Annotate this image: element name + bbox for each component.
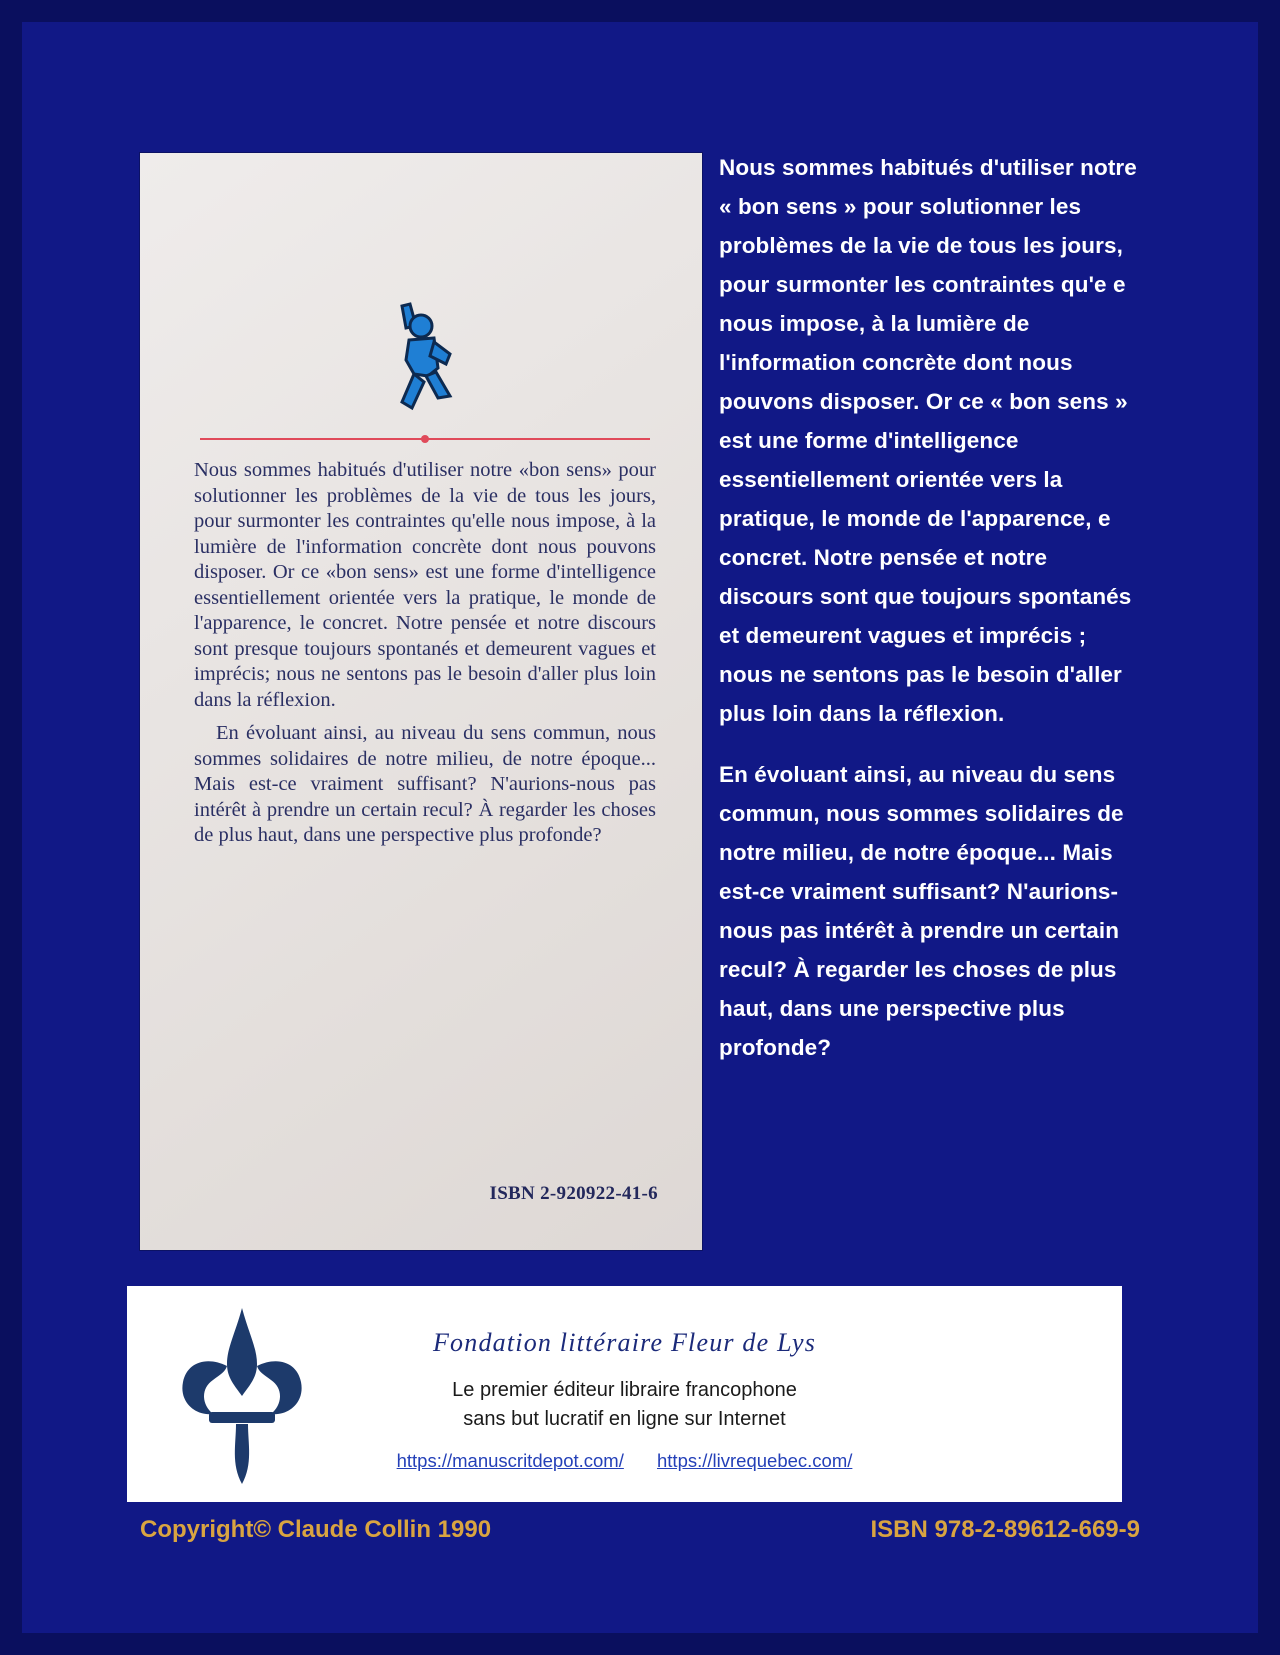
red-dot (421, 435, 429, 443)
publisher-name: Fondation littéraire Fleur de Lys (432, 1328, 817, 1357)
publisher-card (127, 1286, 1122, 1502)
footer-isbn: ISBN 978-2-89612-669-9 (870, 1516, 1140, 1543)
dancing-figure-icon (376, 298, 462, 423)
publisher-tagline-line-2: sans but lucratif en ligne sur Internet (463, 1408, 786, 1430)
transcription-paragraph: Nous sommes habitués d'utiliser notre « bon sens » pour solutionner les problèmes de la vie de tous les jours, pour surmonter les contraintes qu'e e nous impose, à la lumière de l'information concrète dont nous pouvons disposer. Or ce « bon sens » est une forme d'intelligence essentiellement orientée vers la pratique, le monde de l'apparence, e concret. Notre pensée et notre discours sont que toujours spontanés et demeurent vagues et imprécis ; nous ne sentons pas le besoin d'aller plus loin dans la réflexion. (719, 155, 1137, 726)
scan-paragraph: Nous sommes habitués d'utiliser notre «bon sens» pour solutionner les problèmes de la vie de tous les jours, pour surmonter les contraintes qu'elle nous impose, à la lumière de l'information concrète dont nous pouvons disposer. Or ce «bon sens» est une forme d'intelligence essentiellement orientée vers la pratique, le monde de l'apparence, le concret. Notre pensée et notre discours sont presque toujours spontanés et demeurent vagues et imprécis; nous ne sentons pas le besoin d'aller plus loin dans la réflexion. (194, 459, 656, 711)
scan-isbn: ISBN 2-920922-41-6 (489, 1183, 658, 1204)
transcription-text (719, 148, 1139, 1089)
scan-body-text (194, 458, 656, 857)
scan-paragraph: En évoluant ainsi, au niveau du sens commun, nous sommes solidaires de notre milieu, de notre époque... Mais est-ce vraiment suffisant? N'aurions-nous pas intérêt à prendre un certain recul? À regarder les choses de plus haut, dans une perspective plus profonde? (194, 722, 656, 846)
copyright-text: Copyright© Claude Collin 1990 (140, 1516, 492, 1543)
fleur-de-lys-icon (157, 1304, 327, 1486)
transcription-paragraph: En évoluant ainsi, au niveau du sens commun, nous sommes solidaires de notre milieu, de notre époque... Mais est-ce vraiment suffisant? N'aurions-nous pas intérêt à prendre un certain recul? À regarder les choses de plus haut, dans une perspective plus profonde? (719, 762, 1124, 1060)
book-back-cover-scan (140, 153, 702, 1250)
manuscritdepot-link[interactable]: https://manuscritdepot.com/ (396, 1450, 624, 1471)
livrequebec-link[interactable]: https://livrequebec.com/ (657, 1450, 853, 1471)
publisher-tagline-line-1: Le premier éditeur libraire francophone (452, 1379, 797, 1401)
red-divider-rule (200, 438, 650, 440)
